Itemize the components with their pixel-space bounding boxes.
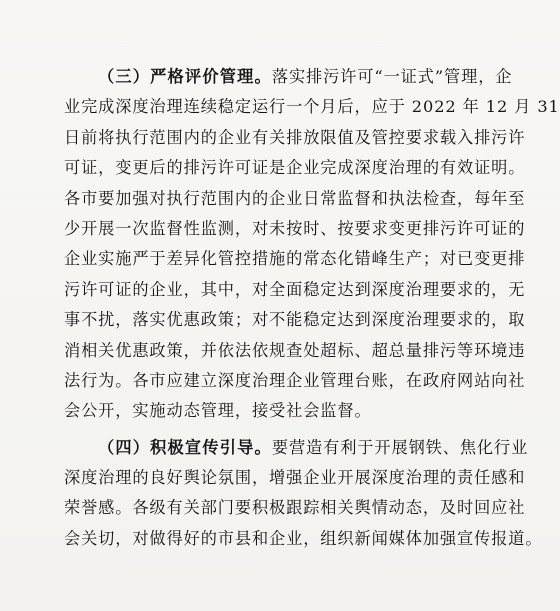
document-body — [64, 62, 560, 554]
section4-line-3: 荣誉感。各级有关部门要积极跟踪相关舆情动态，及时回应社 — [64, 498, 526, 518]
section3-line-1: 落实排污许可“一证式”管理，企 — [271, 67, 513, 86]
section3-line-10: 消相关优惠政策，并依法依规查处超标、超总量排污等环境违 — [64, 340, 526, 360]
section3-line-5: 各市要加强对执行范围内的企业日常监督和执法检查，每年至 — [64, 188, 526, 208]
section3-line-8: 污许可证的企业，其中，对全面稳定达到深度治理要求的，无 — [64, 279, 526, 299]
section3-line-12: 会公开，实施动态管理，接受社会监督。 — [64, 401, 372, 421]
section4-heading: （四）积极宣传引导。 — [98, 437, 272, 457]
section3-line-6: 少开展一次监督性监测，对未按时、按要求变更排污许可证的 — [64, 218, 526, 238]
section3-line-3: 日前将执行范围内的企业有关排放限值及管控要求载入排污许 — [64, 127, 526, 147]
section3-line-11: 法行为。各市应建立深度治理企业管理台账，在政府网站向社 — [64, 370, 526, 390]
section3-first-line — [64, 62, 513, 92]
section3-line-2: 业完成深度治理连续稳定运行一个月后，应于 2022 年 12 月 31 — [64, 97, 560, 117]
section3-line-9: 事不扰，落实优惠政策；对不能稳定达到深度治理要求的，取 — [64, 310, 526, 330]
section3-line-4: 可证，变更后的排污许可证是企业完成深度治理的有效证明。 — [64, 158, 526, 178]
section4-line-2: 深度治理的良好舆论氛围，增强企业开展深度治理的责任感和 — [64, 468, 526, 488]
section3-heading: （三）严格评价管理。 — [98, 67, 272, 86]
section4-line-4: 会关切，对做得好的市县和企业，组织新闻媒体加强宣传报道。 — [64, 528, 543, 548]
section4-line-1: 要营造有利于开展钢铁、焦化行业 — [271, 437, 529, 457]
section4-first-line — [64, 433, 529, 463]
section3-line-7: 企业实施严于差异化管控措施的常态化错峰生产；对已变更排 — [64, 249, 526, 269]
